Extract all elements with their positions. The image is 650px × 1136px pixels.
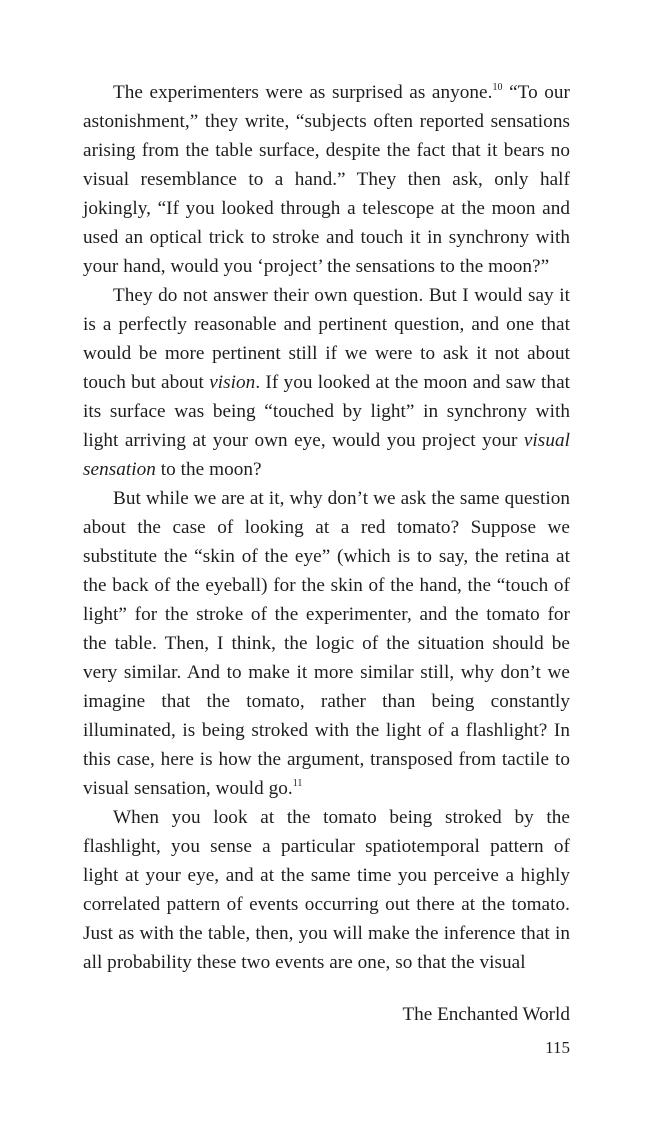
page-number: 115 — [545, 1038, 570, 1057]
paragraph-2-text-c: to the moon? — [155, 459, 262, 480]
paragraph-2-text-b: . If you looked at the moon and saw that its surface was being “touched by light” in synchrony with light arriving at your own eye, would you project your — [83, 372, 571, 451]
paragraph-1-text-b: “To our astonishment,” they write, “subjects often reported sensations arising from the table surface, despite the fact that it bears no visual resemblance to a hand.” They then ask, only half jokingly, “If you looked through a telescope at the moon and used an optical trick to stroke and touch it in synchrony with your hand, would you ‘project’ the sensations to the moon?” — [83, 82, 570, 277]
footnote-ref-11[interactable]: 11 — [292, 778, 303, 789]
paragraph-2-italic-vision: vision — [209, 372, 256, 393]
paragraph-4 — [83, 803, 570, 977]
paragraph-2 — [83, 281, 570, 484]
page-body — [83, 78, 570, 977]
running-head: The Enchanted World — [402, 1004, 570, 1025]
paragraph-1 — [83, 78, 570, 281]
paragraph-1-text-a: The experimenters were as surprised as anyone. — [113, 82, 493, 103]
paragraph-4-text: When you look at the tomato being stroked by the flashlight, you sense a particular spatiotemporal pattern of light at your eye, and at the same time you perceive a highly correlated pattern of events occurring out there at the tomato. Just as with the table, then, you will make the inference that in all probability these two events are one, so that the visual — [83, 807, 570, 973]
paragraph-3-text: But while we are at it, why don’t we ask the same question about the case of looking at a red tomato? Suppose we substitute the “skin of the eye” (which is to say, the retina at the back of the eyeball) for the skin of the hand, the “touch of light” for the stroke of the experimenter, and the tomato for the table. Then, I think, the logic of the situation should be very similar. And to make it more similar still, why don’t we imagine that the tomato, rather than being constantly illuminated, is being stroked with the light of a flashlight? In this case, here is how the argument, transposed from tactile to visual sensation, would go. — [83, 488, 570, 799]
footnote-ref-10[interactable]: 10 — [492, 82, 503, 93]
paragraph-2-italic-visual-sensation: visual sensation — [83, 430, 570, 480]
paragraph-3 — [83, 484, 570, 803]
paragraph-2-text-a: They do not answer their own question. But I would say it is a perfectly reasonable and pertinent question, and one that would be more pertinent still if we were to ask it not about touch but about — [83, 285, 570, 393]
